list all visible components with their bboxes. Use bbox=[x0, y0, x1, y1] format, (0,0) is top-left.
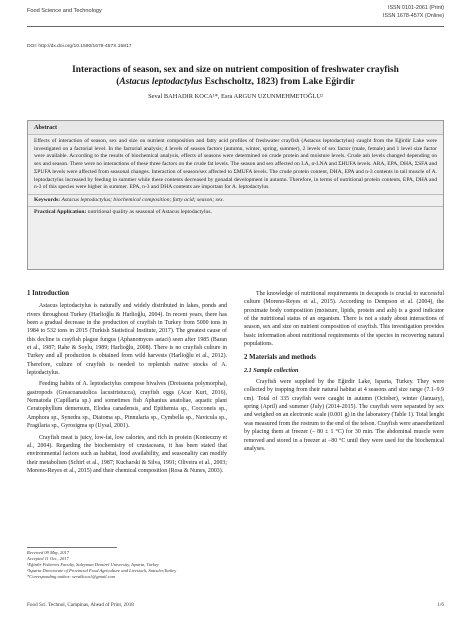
header-divider bbox=[27, 26, 444, 27]
affiliation-1: ¹Eğirdir Fisheries Faculty, Suleyman Demirel University, Isparta, Turkey bbox=[27, 562, 159, 568]
title-block bbox=[27, 64, 444, 100]
sample-collection-heading: 2.1 Sample collection bbox=[244, 366, 299, 374]
keywords-label: Keywords: bbox=[34, 196, 61, 203]
accepted-date: Accepted 11 Oct., 2017 bbox=[27, 556, 69, 562]
received-date: Received 09 May, 2017 bbox=[27, 550, 69, 555]
keywords-text: Astacus leptodactylus; biochemical composition; fatty acid; season; sex. bbox=[61, 196, 225, 203]
issn-block bbox=[383, 5, 444, 20]
footnotes bbox=[27, 550, 227, 580]
methods-heading: 2 Materials and methods bbox=[244, 354, 316, 362]
page-number: 1/6 bbox=[437, 602, 444, 608]
right-column bbox=[244, 290, 444, 456]
citation-footer: Food Sci. Technol, Campinas, Ahead of Print, 2018 bbox=[27, 602, 134, 608]
practical-text: nutritional quality as seasonal of Astacus leptodactylus. bbox=[87, 208, 212, 215]
left-column bbox=[27, 290, 227, 478]
title-paren: ( bbox=[116, 77, 120, 87]
title-line-2: Eschscholtz, 1823) from Lake Eğirdir bbox=[202, 77, 355, 87]
article-title bbox=[27, 64, 444, 88]
doi-link[interactable]: DOI: http://dx.doi.org/10.1590/1678-457X.15817 bbox=[27, 44, 132, 49]
affiliation-2: ²Isparta Directorate of Provincial Food Agriculture and Livestock, Sutculer,Turkey bbox=[27, 568, 177, 574]
authors: Seval BAHADIR KOCA¹*, Esra ARGUN UZUNMEHMETOĞLU² bbox=[148, 93, 323, 100]
title-line-1: Interactions of season, sex and size on nutrient composition of freshwater crayfish bbox=[72, 65, 399, 75]
abstract-text: Effects of interaction of season, sex and size on nutrient composition and fatty acid profiles of freshwater crayfish (Astacus leptodactylus) caught from the Eğirdir Lake were investigated on a factorial level. In the factorial analysis; 4 levels of season factors (autumn, winter, spring, summer), 2 levels of sex factor (male, female) and 1 level size factor were available. According to the results of biochemical analysis, effects of seasons were determined on crude protein and moisture levels. Crude ash levels changed depending on sex and season. There were no interactions of these three factors on the crude fat levels. The season and sex affected on LA, α-LNA and ΣHUFA levels. ARA, EPA, DHA, ΣSFA and ΣPUFA levels were affected from seasonal changes. Interaction of season/sex affected to ΣMUFA levels. The crude protein content, DHA, EPA and n-3 contents in tail muscle of A. leptodactylus increased by feeding in summer while these contents decreased by gonadal development in autumn. Therefore, in terms of nutritional protein contents, EPA, DHA and n-3 of this species were higher in summer. EPA, n-3 and DHA contents are important for A. leptodactylus. bbox=[34, 138, 437, 191]
keywords-line bbox=[28, 194, 443, 206]
intro-paragraph-4: The knowledge of nutritional requirements in decapods is crucial to successful culture (Moreno-Reyes et al., 2015). According to Dempson et al. (2004), the proximate body composition (moisture, lipids, protein and ash) is a good indicator of the nutritional status of an organism. There is not a study about interactions of season, sex and size on nutrient composition of crayfish. This investigation provides basic information about nutritional requirements of the species in recovering natural populations. bbox=[244, 291, 444, 348]
abstract-box bbox=[27, 120, 444, 270]
title-species: Astacus leptodactylus bbox=[119, 77, 203, 87]
issn-online: ISSN 1678-457X (Online) bbox=[382, 12, 444, 19]
issn-print: ISSN 0101-2061 (Print) bbox=[387, 5, 444, 11]
corresponding-author[interactable]: *Corresponding author: sevalkoca1@gmail.com bbox=[27, 574, 116, 580]
intro-paragraph-2: Feeding habits of A. leptodactylus compose bivalves (Dreissena polymorpha), gastropods (Greacoanatolica lacustristucca), crayfish eggs (Acar Kurt, 2016), Nematoda (Capillaria sp.) and sometimes fish Aphanius anatoliae, aquatic plant Ceratophyllum demersum, Elodea canadensis, and Epithemia sp., Cocconeis sp., Amphora sp., Synedra sp., Diatoma sp., Pinnularia sp., Cymbella sp., Navicula sp., Fragilaria sp., Gyrosigma sp (Uysal, 2001). bbox=[27, 381, 227, 430]
intro-heading: 1 Introduction bbox=[27, 290, 69, 297]
intro-paragraph-3: Crayfish meat is juicy, low-fat, low calories, and rich in protein (Konieczny et al., 2004). Regarding the biochemistry of crustaceans, it has been stated that environmental factors such as habitat, food availability, and seasonality can modify their metabolism (Schirf et al., 1987; Kucharski & Silva, 1991; Oliveira et al., 2003; Moreno-Reyes et al., 2015) and their chemical composition (Rosa & Nunes, 2003). bbox=[27, 434, 227, 474]
journal-name: Food Science and Technology bbox=[27, 8, 102, 14]
practical-line bbox=[28, 206, 443, 218]
abstract-heading: Abstract bbox=[28, 121, 443, 135]
methods-paragraph-1: Crayfish were supplied by the Eğirdir Lake, Isparta, Turkey. They were collected by trapping from their natural habitat at 4 seasons and size range (7.1–9.9 cm). Total of 335 crayfish were caught in autumn (October), winter (January), spring (April) and summer (July) (2014-2015). The crayfish were separated by sex and weighed on an electronic scale (0.001 g) in the laboratory (Table 1). Total lenght was measured from the rostrum to the end of the telson. Crayfish were anaesthetized by placing them at freezer (– 80 ± 1 °C) for 30 min. The abdominal muscle were removed and stored in a freezer at −80 °C until they were used for the biochemical analyses. bbox=[244, 379, 444, 452]
practical-label: Practical Application: bbox=[34, 208, 87, 215]
intro-paragraph-1: Astacus leptodactylus is naturally and widely distributed in lakes, ponds and rivers throughout Turkey (Harlioğlu & Harlioğlu, 2004). In recent years, there has been a gradual decrease in the production of crayfish in Turkey from 5000 tons in 1984 to 532 tons in 2015 (Turkish Statistical Institute, 2017). The greatest cause of this decline is crayfish plague fungus (Aphanomyces astaci) seen after 1985 (Baran et al., 1987; Rahe & Soylu, 1989; Harlioğlu, 2008). There is no crayfish culture in Turkey and all production is obtained from wild harvests (Harlioğlu et al., 2012). Therefore, culture of crayfish is needed to replenish native stocks of A. leptodactylus. bbox=[27, 303, 227, 377]
footnote-divider bbox=[27, 547, 117, 548]
